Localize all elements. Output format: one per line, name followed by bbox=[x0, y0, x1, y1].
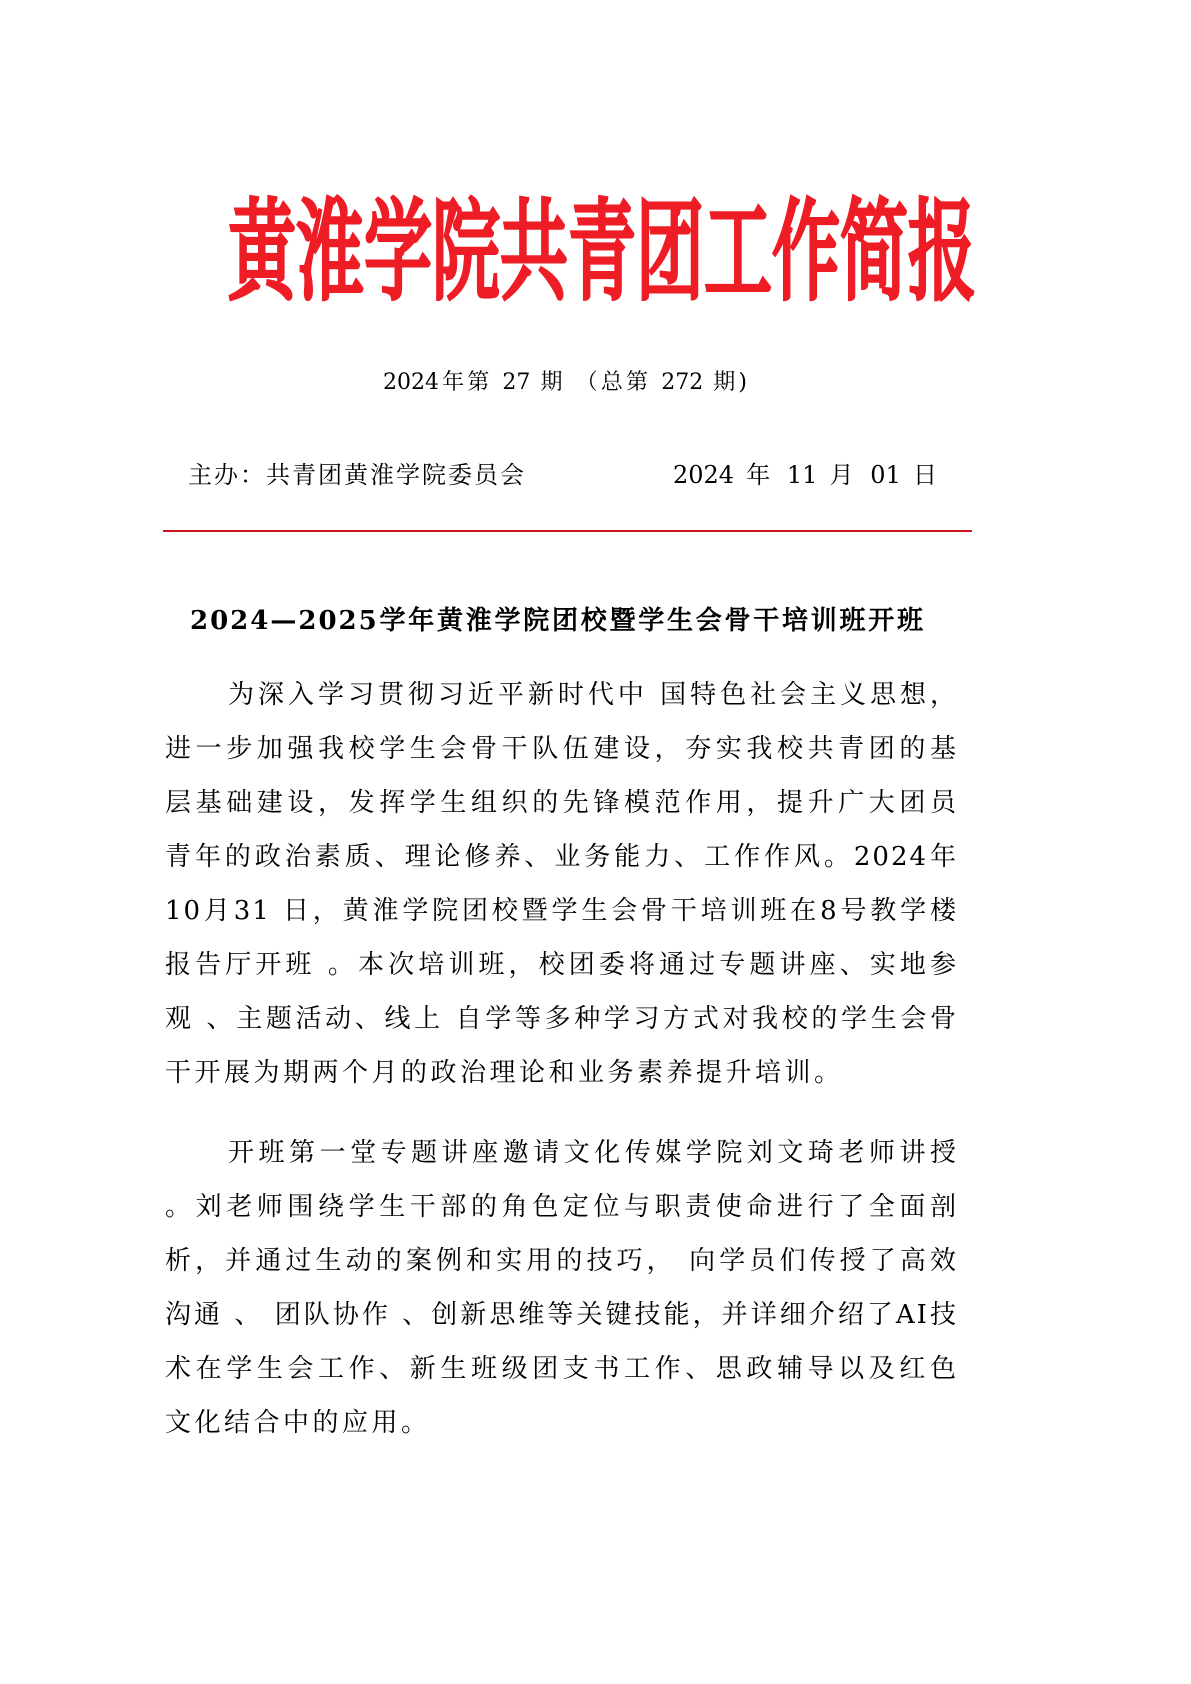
paragraph-line: 开班第一堂专题讲座邀请文化传媒学院刘文琦老师讲授 bbox=[228, 1138, 958, 1168]
paragraph-line: 10月31 日，黄淮学院团校暨学生会骨干培训班在8号教学楼 bbox=[165, 896, 958, 926]
header-rule bbox=[163, 530, 972, 532]
paragraph-line: 术在学生会工作、新生班级团支书工作、思政辅导以及红色 bbox=[165, 1354, 958, 1384]
sponsor: 主办：共青团黄淮学院委员会 bbox=[188, 461, 526, 489]
issue-number: 2024年第 27 期 （总第 272 期) bbox=[383, 370, 747, 395]
paragraph-line: 干开展为期两个月的政治理论和业务素养提升培训。 bbox=[165, 1058, 844, 1088]
article-heading: 2024—2025学年黄淮学院团校暨学生会骨干培训班开班 bbox=[190, 606, 925, 636]
paragraph bbox=[165, 1126, 958, 1450]
paragraph bbox=[165, 668, 958, 1100]
paragraph-line: 青年的政治素质、理论修养、业务能力、工作作风。2024年 bbox=[165, 842, 958, 872]
paragraph-line: 文化结合中的应用。 bbox=[165, 1408, 431, 1438]
paragraph-line: 进一步加强我校学生会骨干队伍建设，夯实我校共青团的基 bbox=[165, 734, 958, 764]
paragraph-line: 为深入学习贯彻习近平新时代中 国特色社会主义思想， bbox=[228, 680, 958, 710]
paragraph-line: 析，并通过生动的案例和实用的技巧， 向学员们传授了高效 bbox=[165, 1246, 958, 1276]
paragraph-line: 报告厅开班 。本次培训班，校团委将通过专题讲座、实地参 bbox=[165, 950, 958, 980]
newsletter-title bbox=[218, 178, 988, 316]
paragraph-line: 沟通 、 团队协作 、创新思维等关键技能，并详细介绍了AI技 bbox=[165, 1300, 958, 1330]
paragraph-line: 层基础建设，发挥学生组织的先锋模范作用，提升广大团员 bbox=[165, 788, 958, 818]
newsletter-title-text: 黄淮学院共青团工作简报 bbox=[228, 188, 976, 316]
paragraph-line: 观 、主题活动、线上 自学等多种学习方式对我校的学生会骨 bbox=[165, 1004, 958, 1034]
publish-date: 2024 年 11 月 01 日 bbox=[673, 461, 937, 489]
paragraph-line: 。刘老师围绕学生干部的角色定位与职责使命进行了全面剖 bbox=[165, 1192, 958, 1222]
